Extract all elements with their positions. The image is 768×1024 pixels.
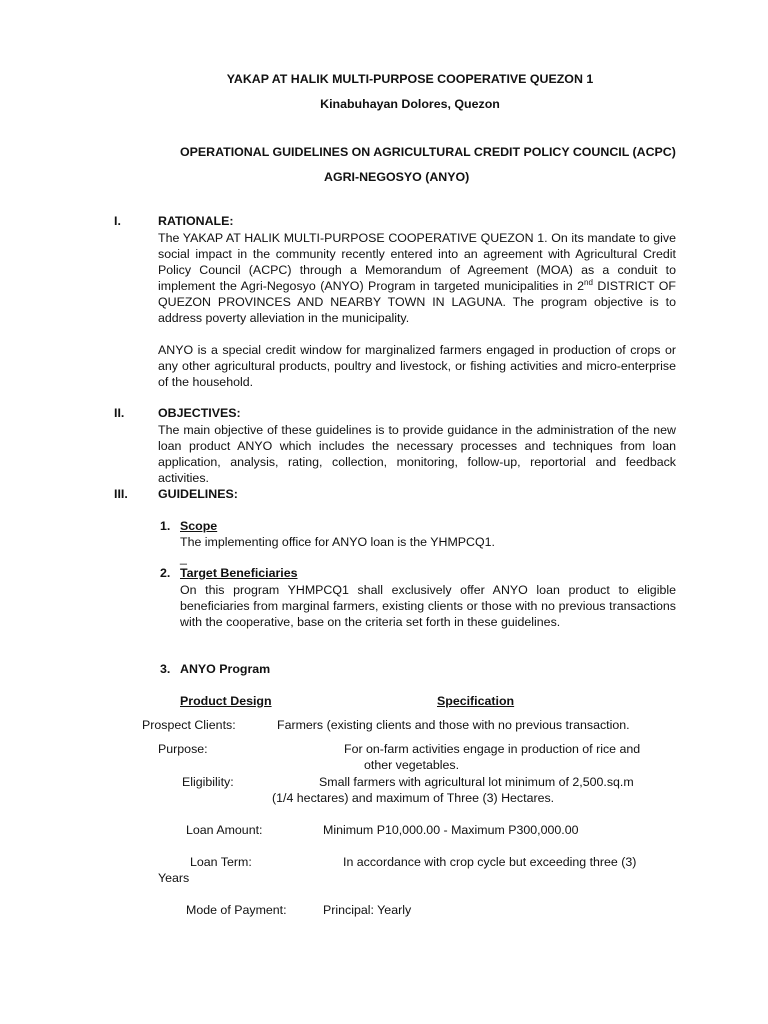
value-eligibility-line-2: (1/4 hectares) and maximum of Three (3) Hectares. — [272, 791, 555, 805]
value-loan-amount: Minimum P10,000.00 - Maximum P300,000.00 — [323, 823, 579, 837]
label-loan-term: Loan Term: — [190, 855, 252, 869]
label-prospect-clients: Prospect Clients: — [142, 718, 236, 732]
column-header-specification: Specification — [437, 694, 515, 708]
rationale-paragraph-1: The YAKAP AT HALIK MULTI-PURPOSE COOPERATIVE QUEZON 1. On its mandate to give social impact in the community recently entered into an agreement with Agricultural Credit Policy Council (ACPC) through a Memorandum of Agreement (MOA) as a conduit to implement the Agri-Negosyo (ANYO) Program in targeted municipalities in 2nd DISTRICT OF QUEZON PROVINCES AND NEARBY TOWN IN LAGUNA. The program objective is to address poverty alleviation in the municipality. — [158, 231, 676, 325]
section-heading-guidelines: GUIDELINES: — [158, 487, 238, 501]
guideline-title-program: ANYO Program — [180, 662, 271, 676]
section-heading-rationale: RATIONALE: — [158, 214, 234, 228]
organization-name: YAKAP AT HALIK MULTI-PURPOSE COOPERATIVE QUEZON 1 — [226, 72, 594, 86]
guideline-number-scope: 1. — [160, 519, 171, 533]
stray-mark: _ — [180, 551, 187, 565]
label-mode-of-payment: Mode of Payment: — [186, 903, 287, 917]
label-loan-amount: Loan Amount: — [186, 823, 263, 837]
guideline-body-target: On this program YHMPCQ1 shall exclusively offer ANYO loan product to eligible beneficiaries from marginal farmers, existing clients or those with no previous transactions with the cooperative, base on the criteria set forth in these guidelines. — [180, 583, 676, 629]
label-purpose: Purpose: — [158, 742, 208, 756]
section-numeral-objectives: II. — [114, 406, 125, 420]
document-title-line-1: OPERATIONAL GUIDELINES ON AGRICULTURAL CREDIT POLICY COUNCIL (ACPC) — [180, 145, 676, 159]
label-eligibility: Eligibility: — [182, 775, 234, 789]
rationale-paragraph-2: ANYO is a special credit window for marginalized farmers engaged in production of crops or any other agricultural products, poultry and livestock, or fishing activities and micro-enterprise of the household. — [158, 343, 676, 389]
guideline-body-scope: The implementing office for ANYO loan is the YHMPCQ1. — [180, 535, 495, 549]
section-numeral-guidelines: III. — [114, 487, 128, 501]
document-title-line-2: AGRI-NEGOSYO (ANYO) — [324, 170, 470, 184]
value-purpose-line-2: other vegetables. — [364, 758, 460, 772]
section-numeral-rationale: I. — [114, 214, 121, 228]
value-prospect-clients: Farmers (existing clients and those with no previous transaction. — [277, 718, 630, 732]
column-header-product-design: Product Design — [180, 694, 272, 708]
guideline-title-target: Target Beneficiaries — [180, 566, 298, 580]
value-loan-term-line-1: In accordance with crop cycle but exceeding three (3) — [343, 855, 637, 869]
guideline-number-target: 2. — [160, 566, 171, 580]
objectives-paragraph: The main objective of these guidelines is to provide guidance in the administration of the new loan product ANYO which includes the necessary processes and techniques from loan application, analysis, rating, collection, monitoring, follow-up, reportorial and feedback activities. — [158, 423, 676, 485]
organization-address: Kinabuhayan Dolores, Quezon — [320, 97, 500, 111]
value-mode-of-payment: Principal: Yearly — [323, 903, 412, 917]
value-eligibility-line-1: Small farmers with agricultural lot minimum of 2,500.sq.m — [319, 775, 634, 789]
value-loan-term-line-2: Years — [158, 871, 190, 885]
guideline-title-scope: Scope — [180, 519, 218, 533]
value-purpose-line-1: For on-farm activities engage in production of rice and — [344, 742, 641, 756]
guideline-number-program: 3. — [160, 662, 171, 676]
section-heading-objectives: OBJECTIVES: — [158, 406, 241, 420]
